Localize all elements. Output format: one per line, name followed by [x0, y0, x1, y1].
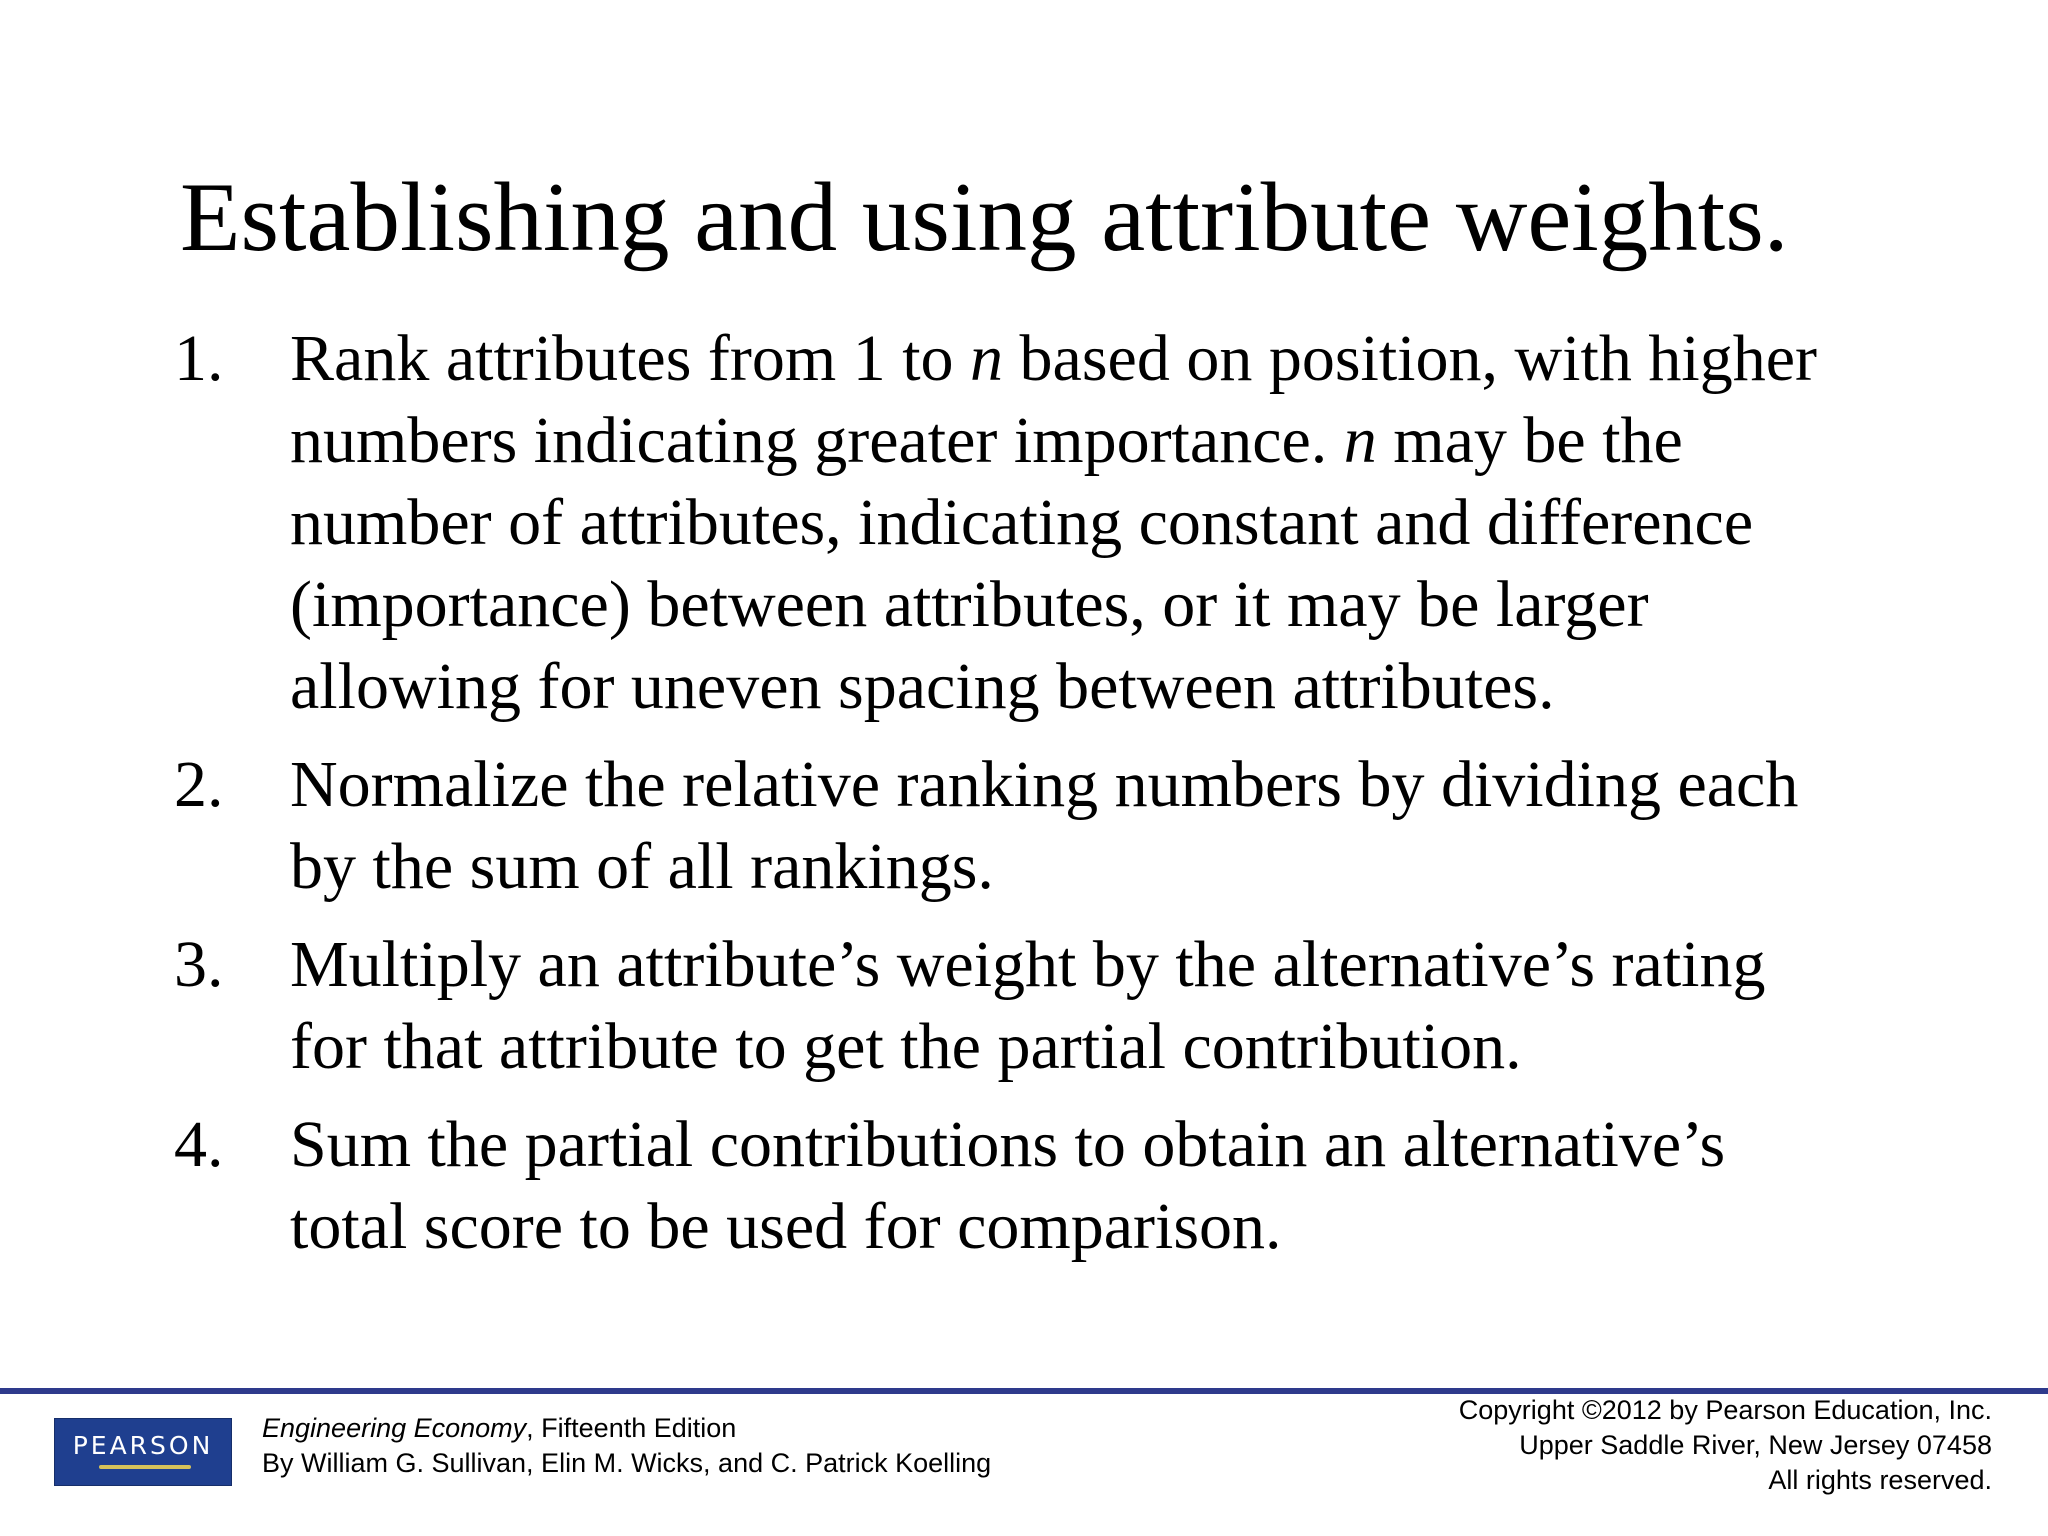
item-line: Normalize the relative ranking numbers by dividing each [290, 748, 1799, 821]
list-item [174, 924, 1994, 1088]
variable-n: n [970, 322, 1004, 395]
item-line: numbers indicating greater importance. n may be the [290, 404, 1683, 477]
book-edition: , Fifteenth Edition [526, 1413, 737, 1443]
list-item [174, 744, 1994, 908]
slide-title: Establishing and using attribute weights. [180, 163, 1789, 272]
copyright-line: Copyright ©2012 by Pearson Education, Inc. [1458, 1395, 1992, 1425]
list-item [174, 318, 1994, 728]
copyright-line: Upper Saddle River, New Jersey 07458 [1519, 1430, 1992, 1460]
pearson-logo [54, 1418, 232, 1486]
item-line: (importance) between attributes, or it may be larger [290, 568, 1649, 641]
item-line: total score to be used for comparison. [290, 1190, 1282, 1263]
item-line: for that attribute to get the partial contribution. [290, 1010, 1522, 1083]
book-title: Engineering Economy [262, 1413, 527, 1443]
item-line: number of attributes, indicating constant and difference [290, 486, 1754, 559]
item-line: Sum the partial contributions to obtain an alternative’s [290, 1108, 1726, 1181]
copyright-notice [1459, 1393, 1992, 1498]
book-authors: By William G. Sullivan, Elin M. Wicks, and C. Patrick Koelling [262, 1448, 992, 1478]
copyright-line: All rights reserved. [1768, 1465, 1992, 1495]
book-title-line [262, 1411, 991, 1446]
book-citation [262, 1411, 991, 1481]
item-line: by the sum of all rankings. [290, 830, 994, 903]
item-line: Multiply an attribute’s weight by the alternative’s rating [290, 928, 1766, 1001]
item-line: allowing for uneven spacing between attributes. [290, 650, 1555, 723]
item-line: Rank attributes from 1 to n based on position, with higher [290, 322, 1817, 395]
item-number: 4. [174, 1108, 224, 1181]
logo-swoosh-icon [99, 1465, 191, 1469]
item-number: 2. [174, 748, 224, 821]
variable-n: n [1343, 404, 1377, 477]
logo-text: PEARSON [72, 1431, 214, 1460]
steps-list [174, 318, 1994, 1284]
item-number: 3. [174, 928, 224, 1001]
list-item [174, 1104, 1994, 1268]
item-number: 1. [174, 322, 224, 395]
